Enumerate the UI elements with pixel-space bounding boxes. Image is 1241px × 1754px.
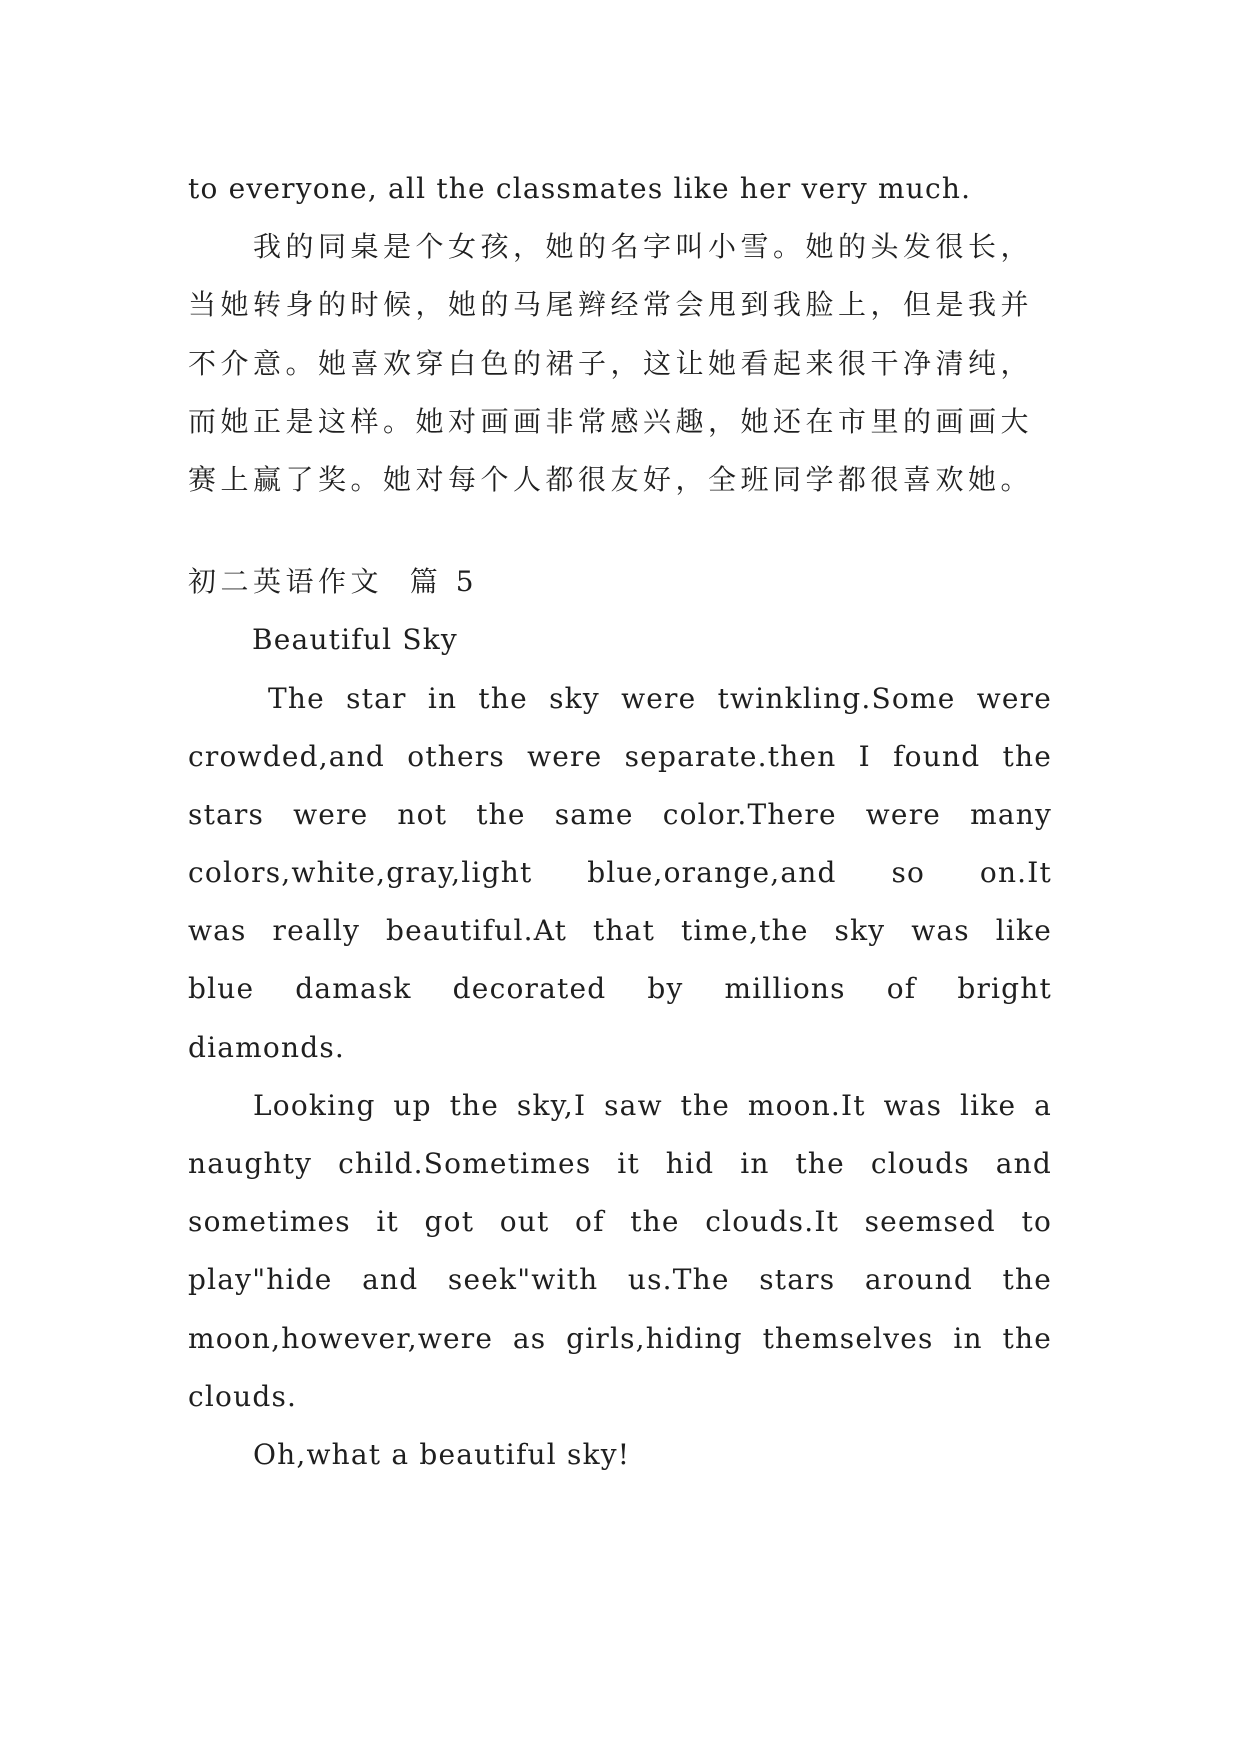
essay-text-line: Looking up the sky,I saw the moon.It was like a <box>253 1088 1052 1122</box>
essay-paragraph-1 <box>188 670 1052 1077</box>
essay-text-line: naughty child.Sometimes it hid in the clouds and <box>188 1147 1052 1180</box>
essay-text-line: play"hide and seek"with us.The stars around the <box>188 1263 1052 1297</box>
essay-text-line: moon,however,were as girls,hiding themselves in the <box>188 1321 1052 1355</box>
essay-text-line: colors,white,gray,light blue,orange,and so on.It <box>188 856 1052 890</box>
chinese-text-line: 赛上赢了奖。她对每个人都很友好，全班同学都很喜欢她。 <box>188 462 1034 496</box>
essay-text-line: was really beautiful.At that time,the sky was like <box>188 914 1052 948</box>
section-gap <box>188 509 1052 553</box>
essay-paragraph-3: Oh,what a beautiful sky! <box>253 1437 631 1471</box>
section-heading: 初二英语作文 篇 5 <box>188 565 479 599</box>
essay-text-line: blue damask decorated by millions of bright <box>188 972 1052 1006</box>
english-text-line: to everyone, all the classmates like her very much. <box>188 172 972 205</box>
chinese-text-line: 不介意。她喜欢穿白色的裙子，这让她看起来很干净清纯， <box>188 346 1034 380</box>
chinese-text-line: 当她转身的时候，她的马尾辫经常会甩到我脸上，但是我并 <box>188 288 1034 322</box>
essay-text-line: crowded,and others were separate.then I found the <box>188 739 1052 773</box>
essay-paragraph-2 <box>188 1077 1052 1426</box>
chinese-text-line: 我的同桌是个女孩，她的名字叫小雪。她的头发很长， <box>253 230 1034 264</box>
essay-text-line: sometimes it got out of the clouds.It seemsed to <box>188 1205 1052 1239</box>
essay-text-line: stars were not the same color.There were many <box>188 797 1052 831</box>
essay-title: Beautiful Sky <box>252 623 458 657</box>
essay-text-line: clouds. <box>188 1379 298 1413</box>
chinese-text-line: 而她正是这样。她对画画非常感兴趣，她还在市里的画画大 <box>188 404 1034 438</box>
essay-text-line: diamonds. <box>188 1030 346 1064</box>
chinese-paragraph <box>188 218 1052 509</box>
document-page <box>188 160 1052 1484</box>
essay-text-line: The star in the sky were twinkling.Some were <box>268 681 1052 715</box>
